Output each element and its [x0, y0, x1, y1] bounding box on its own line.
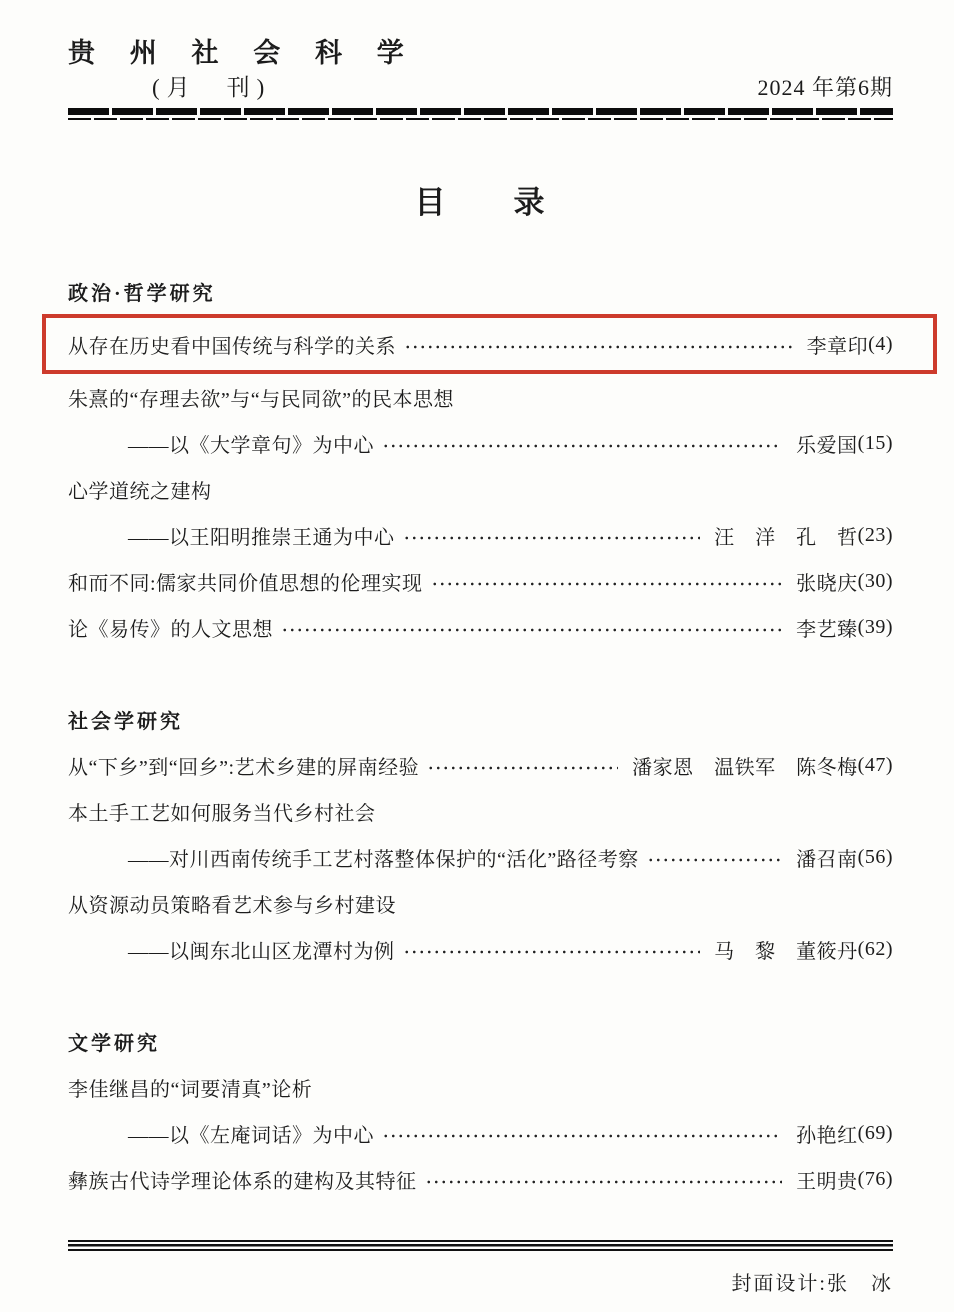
dot-leader [404, 343, 793, 351]
entry-page: (69) [857, 1121, 893, 1144]
toc-section [68, 696, 893, 972]
entry-authors: 马 黎 董筱丹 [714, 940, 858, 963]
dot-leader [281, 626, 782, 634]
entry-page: (39) [857, 615, 893, 638]
dot-leader [403, 948, 701, 956]
highlight-box [42, 314, 937, 374]
entry-page: (76) [857, 1167, 893, 1190]
entry-text: 从存在历史看中国传统与科学的关系 [68, 335, 396, 358]
entry-text: 李佳继昌的“词要清真”论析 [68, 1078, 313, 1101]
entry-text: 从“下乡”到“回乡”:艺术乡建的屏南经验 [68, 756, 420, 779]
section-heading: 社会学研究 [68, 710, 183, 733]
entry-authors: 乐爱国 [796, 434, 858, 457]
masthead [68, 36, 893, 120]
toc-sections [68, 268, 893, 1202]
toc-entry-line [68, 880, 893, 926]
section-entries [68, 742, 893, 972]
dot-leader [647, 856, 782, 864]
toc-entry-line [68, 1110, 893, 1156]
entry-page: (4) [868, 332, 893, 355]
dot-leader [431, 580, 783, 588]
entry-text: 心学道统之建构 [68, 480, 212, 503]
toc-entry-line [68, 788, 893, 834]
dot-leader [427, 764, 618, 772]
entry-page: (62) [857, 937, 893, 960]
entry-authors: 潘家恩 温铁军 陈冬梅 [632, 756, 858, 779]
monthly-label: (月 刊) [152, 75, 272, 100]
section-heading: 政治·哲学研究 [68, 282, 216, 305]
toc-entry-line [68, 604, 893, 650]
toc-entry-line [68, 1064, 893, 1110]
header-rule [68, 108, 893, 120]
entry-text: ——以王阳明推崇王通为中心 [128, 526, 395, 549]
entry-text: 和而不同:儒家共同价值思想的伦理实现 [68, 572, 423, 595]
toc-entry-line [68, 558, 893, 604]
entry-page: (47) [857, 753, 893, 776]
entry-authors: 李艺臻 [796, 618, 858, 641]
entry-page: (56) [857, 845, 893, 868]
journal-title: 贵 州 社 会 科 学 [68, 38, 418, 68]
toc-section [68, 268, 893, 650]
toc-entry-line [68, 321, 893, 367]
toc-title: 目 录 [414, 185, 547, 220]
footer-rule [68, 1240, 893, 1251]
dot-leader [403, 534, 701, 542]
toc-entry-line [68, 466, 893, 512]
entry-text: ——以《大学章句》为中心 [128, 434, 374, 457]
toc-entry-line [68, 1156, 893, 1202]
toc-entry-line [68, 420, 893, 466]
toc-section [68, 1018, 893, 1202]
section-heading: 文学研究 [68, 1032, 160, 1055]
entry-authors: 李章印 [806, 335, 869, 358]
entry-text: ——以《左庵词话》为中心 [128, 1124, 374, 1147]
dot-leader [382, 442, 782, 450]
entry-page: (15) [857, 431, 893, 454]
dot-leader [425, 1178, 783, 1186]
entry-text: ——对川西南传统手工艺村落整体保护的“活化”路径考察 [128, 848, 639, 871]
entry-authors: 潘召南 [796, 848, 858, 871]
entry-text: 从资源动员策略看艺术参与乡村建设 [68, 894, 396, 917]
cover-design-label: 封面设计:张 冰 [731, 1273, 893, 1295]
toc-entry-line [68, 512, 893, 558]
entry-text: 论《易传》的人文思想 [68, 618, 273, 641]
entry-text: 朱熹的“存理去欲”与“与民同欲”的民本思想 [68, 388, 455, 411]
entry-authors: 孙艳红 [796, 1124, 858, 1147]
entry-text: 本土手工艺如何服务当代乡村社会 [68, 802, 376, 825]
toc-entry-line [68, 926, 893, 972]
entry-text: ——以闽东北山区龙潭村为例 [128, 940, 395, 963]
entry-authors: 王明贵 [796, 1170, 858, 1193]
toc-entry-line [68, 834, 893, 880]
issue-label: 2024 年第6期 [757, 75, 893, 100]
entry-authors: 汪 洋 孔 哲 [714, 526, 858, 549]
entry-page: (23) [857, 523, 893, 546]
entry-page: (30) [857, 569, 893, 592]
section-entries [68, 314, 893, 650]
toc-entry-line [68, 742, 893, 788]
section-entries [68, 1064, 893, 1202]
toc-entry-line [68, 374, 893, 420]
dot-leader [382, 1132, 782, 1140]
entry-text: 彝族古代诗学理论体系的建构及其特征 [68, 1170, 417, 1193]
entry-authors: 张晓庆 [796, 572, 858, 595]
page-footer [68, 1240, 893, 1296]
